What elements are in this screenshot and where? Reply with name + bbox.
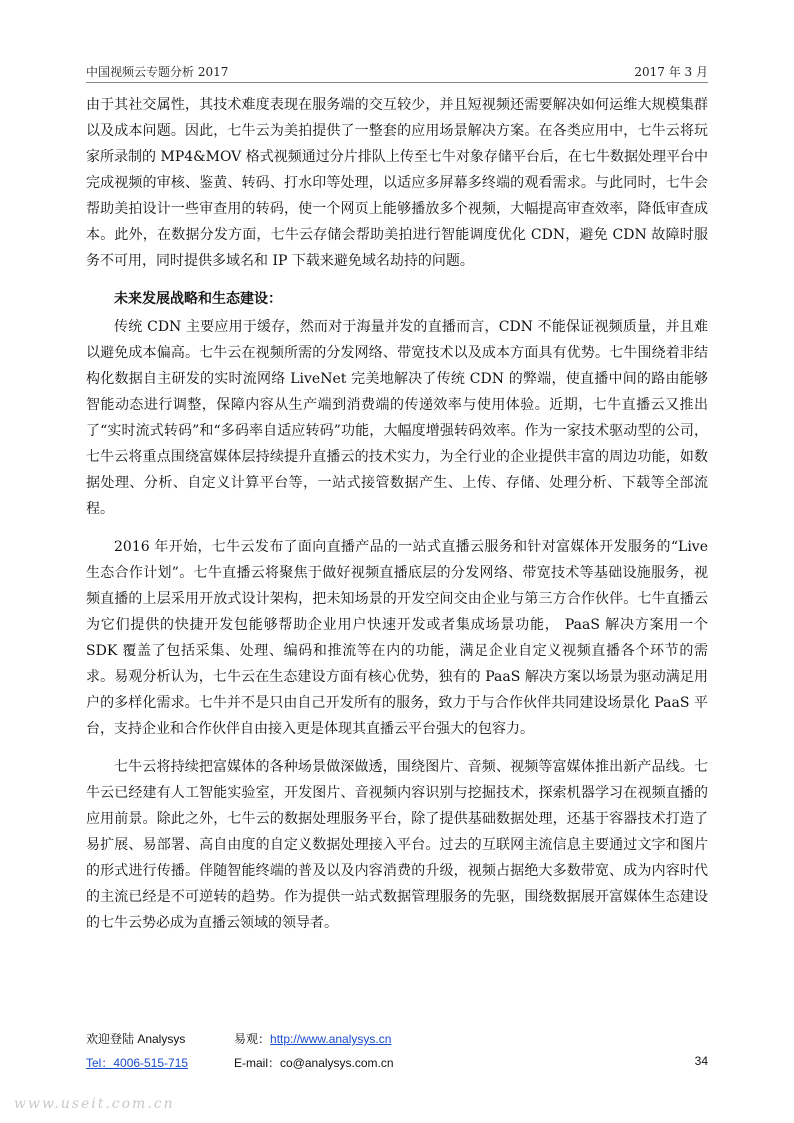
paragraph-2: 传统 CDN 主要应用于缓存，然而对于海量并发的直播而言，CDN 不能保证视频质量，并且难以避免成本偏高。七牛云在视频所需的分发网络、带宽技术以及成本方面具有优势。七牛围绕着非结构化数据自主研发的实时流网络 LiveNet 完美地解决了传统 CDN 的弊端，使直播中间的路由能够智能动态进行调整，保障内容从生产端到消费端的传递效率与使用体验。近期，七牛直播云又推出了“实时流式转码”和“多码率自适应转码”功能，大幅度增强转码效率。作为一家技术驱动型的公司，七牛云将重点围绕富媒体层持续提升直播云的技术实力，为全行业的企业提供丰富的周边功能，如数据处理、分析、自定义计算平台等，一站式接管数据产生、上传、存储、处理分析、下载等全部流程。 [86,319,708,517]
page-footer [86,1030,708,1074]
main-content [86,92,708,936]
paragraph-4: 七牛云将持续把富媒体的各种场景做深做透，围绕图片、音频、视频等富媒体推出新产品线。七牛云已经建有人工智能实验室，开发图片、音视频内容识别与挖掘技术，探索机器学习在视频直播的应用前景。除此之外，七牛云的数据处理服务平台，除了提供基础数据处理，还基于容器技术打造了易扩展、易部署、高自由度的自定义数据处理接入平台。过去的互联网主流信息主要通过文字和图片的形式进行传播。伴随智能终端的普及以及内容消费的升级，视频占据绝大多数带宽、成为内容时代的主流已经是不可逆转的趋势。作为提供一站式数据管理服务的先驱，围绕数据展开富媒体生态建设的七牛云势必成为直播云领域的领导者。 [86,759,708,931]
page-header [86,60,708,83]
watermark: www.useit.com.cn [14,1096,175,1112]
paragraph-1: 由于其社交属性，其技术难度表现在服务端的交互较少，并且短视频还需要解决如何运维大规模集群以及成本问题。因此，七牛云为美拍提供了一整套的应用场景解决方案。在各类应用中，七牛云将玩家所录制的 MP4&MOV 格式视频通过分片排队上传至七牛对象存储平台后，在七牛数据处理平台中完成视频的审核、鉴黄、转码、打水印等处理，以适应多屏幕多终端的观看需求。与此同时，七牛会帮助美拍设计一些审查用的转码，使一个网页上能够播放多个视频，大幅提高审查效率，降低审查成本。此外，在数据分发方面，七牛云存储会帮助美拍进行智能调度优化 CDN，避免 CDN 故障时服务不可用，同时提供多域名和 IP 下载来避免域名劫持的问题。 [86,97,708,269]
website-label: 易观： [234,1032,271,1046]
paragraph-3: 2016 年开始，七牛云发布了面向直播产品的一站式直播云服务和针对富媒体开发服务的“Live 生态合作计划”。七牛直播云将聚焦于做好视频直播底层的分发网络、带宽技术等基础设施服务，视频直播的上层采用开放式设计架构，把未知场景的开发空间交由企业与第三方合作伙伴。七牛直播云为它们提供的快捷开发包能够帮助企业用户快速开发或者集成场景功能， PaaS 解决方案用一个 SDK 覆盖了包括采集、处理、编码和推流等在内的功能，满足企业自定义视频直播各个环节的需求。易观分析认为，七牛云在生态建设方面有核心优势，独有的 PaaS 解决方案以场景为驱动满足用户的多样化需求。七牛并不是只由自己开发所有的服务，致力于与合作伙伴共同建设场景化 PaaS 平台，支持企业和合作伙伴自由接入更是体现其直播云平台强大的包容力。 [86,539,708,737]
website-link[interactable]: http://www.analysys.cn [270,1032,392,1046]
website-line [234,1030,391,1047]
page-number: 34 [694,1054,708,1068]
telephone-link[interactable]: Tel：4006-515-715 [86,1056,189,1070]
email-text[interactable]: E-mail：co@analysys.com.cn [234,1056,394,1070]
report-title: 中国视频云专题分析 2017 [86,65,229,79]
section-heading: 未来发展战略和生态建设： [114,291,282,307]
welcome-text: 欢迎登陆 Analysys [86,1032,186,1046]
report-date: 2017 年 3 月 [634,65,708,79]
